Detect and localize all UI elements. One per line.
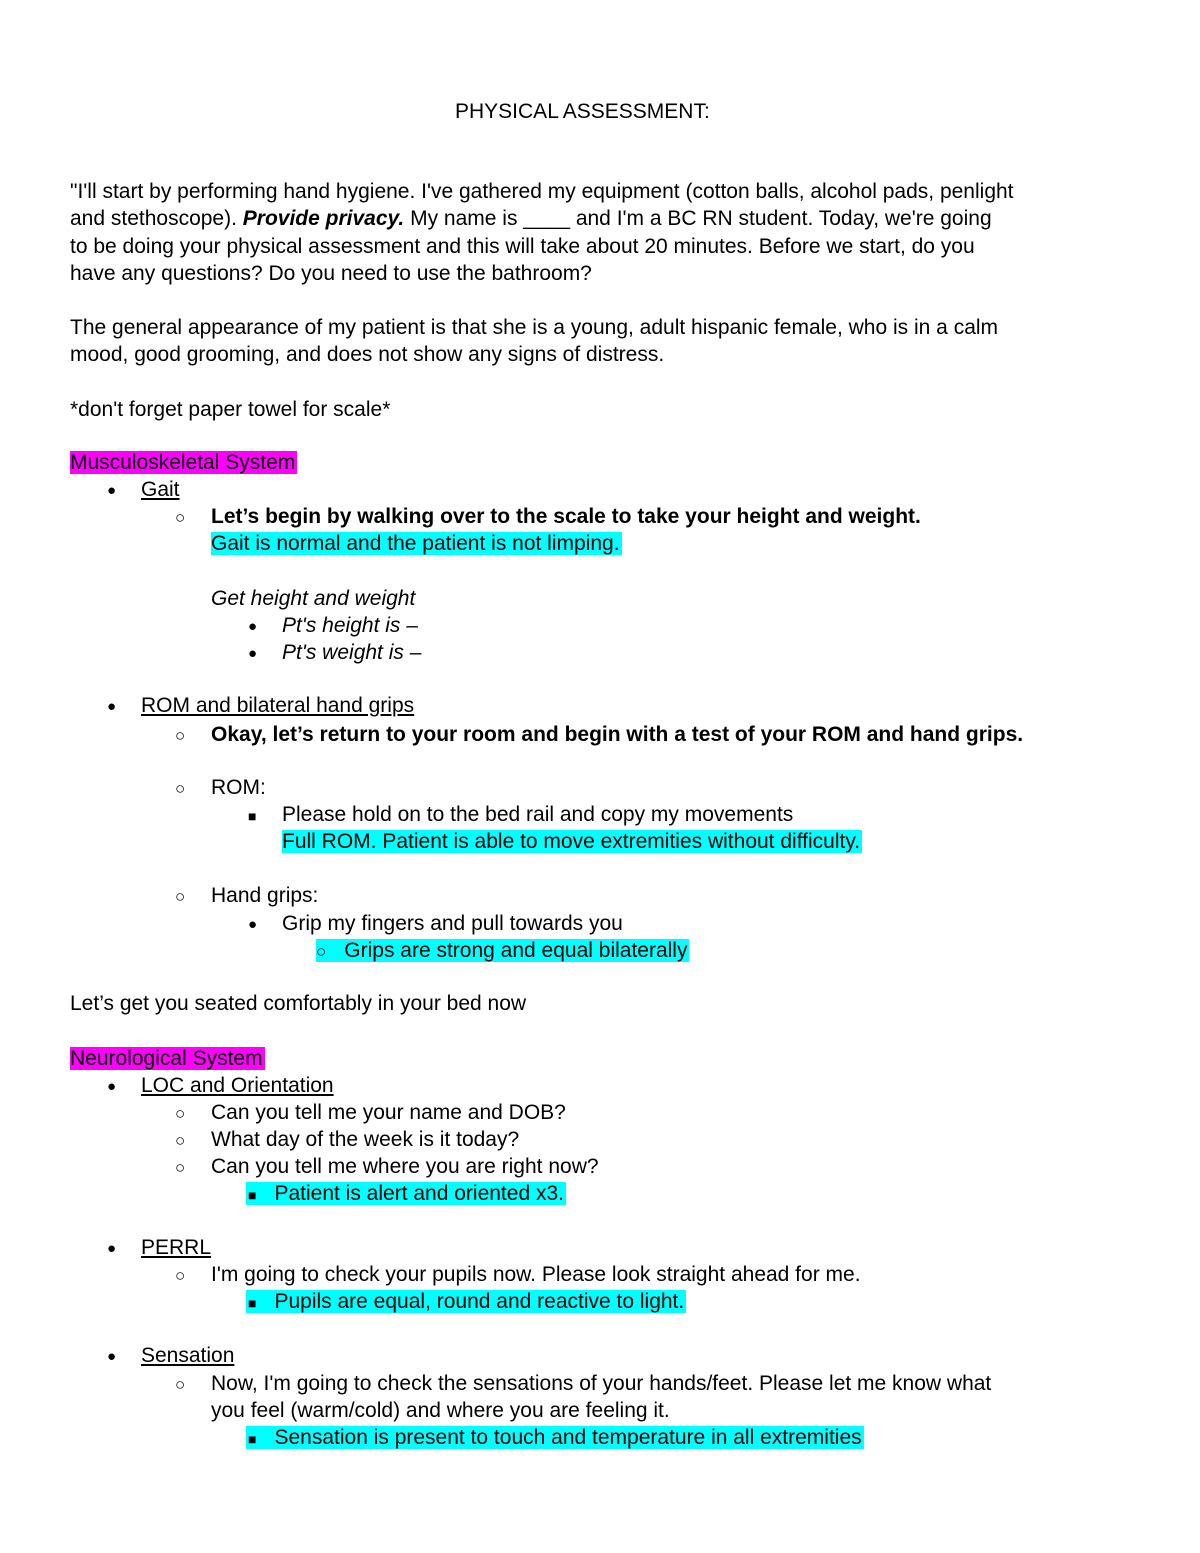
bullet-circle-icon: ○ xyxy=(175,1158,186,1177)
bullet-circle-icon: ○ xyxy=(175,779,186,798)
bullet-disc-icon: ● xyxy=(248,916,258,933)
loc-question-1: Can you tell me your name and DOB? xyxy=(211,1101,566,1124)
intro-line-3: to be doing your physical assessment and this will take about 20 minutes. Before we start, do you xyxy=(70,235,975,258)
bullet-circle-icon: ○ xyxy=(316,942,327,961)
sensation-instruction-1: Now, I'm going to check the sensations of your hands/feet. Please let me know what xyxy=(211,1372,992,1395)
rom-label: ROM: xyxy=(211,776,266,799)
seated-instruction: Let’s get you seated comfortably in your bed now xyxy=(70,992,527,1015)
neurological-heading-text: Neurological System xyxy=(70,1047,263,1070)
bullet-square-icon: ■ xyxy=(248,808,257,824)
loc-label: LOC and Orientation xyxy=(141,1074,334,1097)
loc-question-3: Can you tell me where you are right now? xyxy=(211,1155,599,1178)
bullet-circle-icon: ○ xyxy=(175,726,186,745)
bullet-circle-icon: ○ xyxy=(175,508,186,527)
rom-instruction: Please hold on to the bed rail and copy my movements xyxy=(282,803,794,826)
rom-finding-text: Full ROM. Patient is able to move extremities without difficulty. xyxy=(282,830,861,853)
bullet-disc-icon: ● xyxy=(248,645,258,662)
grips-label: Hand grips: xyxy=(211,884,319,907)
gait-instruction: Let’s begin by walking over to the scale to take your height and weight. xyxy=(211,505,921,528)
bullet-square-icon: ■ xyxy=(248,1431,257,1447)
bullet-disc-icon: ● xyxy=(107,1078,117,1095)
sensation-label: Sensation xyxy=(141,1344,235,1367)
intro-line-2-post: My name is ____ and I'm a BC RN student. Today, we're going xyxy=(404,207,992,230)
bullet-circle-icon: ○ xyxy=(175,887,186,906)
loc-finding xyxy=(246,1182,566,1207)
rom-finding xyxy=(282,830,862,854)
sensation-finding-label: Sensation is present to touch and temperature in all extremities xyxy=(274,1426,862,1449)
bullet-disc-icon: ● xyxy=(107,1348,117,1365)
rom-grips-instruction: Okay, let’s return to your room and begin with a test of your ROM and hand grips. xyxy=(211,723,1024,746)
bullet-circle-icon: ○ xyxy=(175,1104,186,1123)
perrl-instruction: I'm going to check your pupils now. Please look straight ahead for me. xyxy=(211,1263,861,1286)
gait-finding-text: Gait is normal and the patient is not limping. xyxy=(211,532,620,555)
bullet-disc-icon: ● xyxy=(107,1240,117,1257)
page-title: PHYSICAL ASSESSMENT: xyxy=(455,100,710,123)
loc-question-2: What day of the week is it today? xyxy=(211,1128,520,1151)
loc-finding-label: Patient is alert and oriented x3. xyxy=(274,1182,564,1205)
perrl-finding xyxy=(246,1290,686,1315)
bullet-square-icon: ■ xyxy=(248,1295,257,1311)
neurological-heading xyxy=(70,1047,265,1071)
bullet-disc-icon: ● xyxy=(107,698,117,715)
musculoskeletal-heading-text: Musculoskeletal System xyxy=(70,451,296,474)
scale-note: *don't forget paper towel for scale* xyxy=(70,398,391,421)
intro-line-1: "I'll start by performing hand hygiene. I've gathered my equipment (cotton balls, alcohol pads, penlight xyxy=(70,180,1014,203)
intro-line-4: have any questions? Do you need to use the bathroom? xyxy=(70,262,592,285)
grips-instruction: Grip my fingers and pull towards you xyxy=(282,912,623,935)
loc-finding-text xyxy=(246,1182,566,1205)
musculoskeletal-heading xyxy=(70,451,297,475)
height-weight-subheading: Get height and weight xyxy=(211,587,416,610)
gait-finding xyxy=(211,532,622,556)
grips-finding-label: Grips are strong and equal bilaterally xyxy=(344,939,688,962)
intro-line-2-pre: and stethoscope). xyxy=(70,207,243,230)
sensation-finding-text xyxy=(246,1426,864,1449)
perrl-finding-text xyxy=(246,1290,686,1313)
intro-line-2 xyxy=(70,207,992,231)
gait-label: Gait xyxy=(141,478,180,501)
bullet-disc-icon: ● xyxy=(248,618,258,635)
bullet-disc-icon: ● xyxy=(107,482,117,499)
weight-item: Pt's weight is – xyxy=(282,641,422,664)
sensation-instruction-2: you feel (warm/cold) and where you are feeling it. xyxy=(211,1399,670,1422)
sensation-finding xyxy=(246,1426,864,1451)
bullet-circle-icon: ○ xyxy=(175,1375,186,1394)
grips-finding-text xyxy=(316,939,689,962)
grips-finding xyxy=(316,939,689,964)
bullet-circle-icon: ○ xyxy=(175,1131,186,1150)
bullet-square-icon: ■ xyxy=(248,1187,257,1203)
height-item: Pt's height is – xyxy=(282,614,418,637)
general-line-1: The general appearance of my patient is that she is a young, adult hispanic female, who is in a calm xyxy=(70,316,999,339)
bullet-circle-icon: ○ xyxy=(175,1266,186,1285)
rom-grips-label: ROM and bilateral hand grips xyxy=(141,694,415,717)
provide-privacy-text: Provide privacy. xyxy=(242,207,405,230)
perrl-label: PERRL xyxy=(141,1236,212,1259)
general-line-2: mood, good grooming, and does not show any signs of distress. xyxy=(70,343,665,366)
perrl-finding-label: Pupils are equal, round and reactive to light. xyxy=(274,1290,685,1313)
